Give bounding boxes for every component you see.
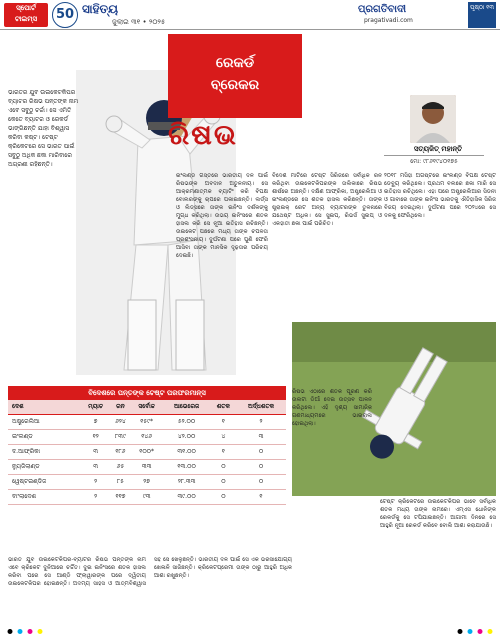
- stats-table: [8, 400, 286, 505]
- table-cell: ୧୦୦*: [131, 444, 163, 459]
- table-cell: ୨୭: [131, 474, 163, 489]
- table-cell: ୧୪୬: [131, 429, 163, 444]
- author-box: [372, 95, 494, 165]
- table-row: [8, 444, 286, 459]
- article-column-1: ଇଂଲଣ୍ଡ ଗସ୍ତରେ ଭାରତୀୟ ଦଳ ପାଇଁ ରିଷଭଙ୍କ ଅବଦାନ ଅତୁଳନୀୟ। ସେ ଆକ୍ରମଣାତ୍ମକ ବ୍ୟାଟିଂ କରି ବିପକ୍ଷ ବୋଲରଙ୍କୁ ଚାପରେ ପକାଇଛନ୍ତି। ଲର୍ଡ୍ସ ଓ ଲିଡ୍ସରେ ତାଙ୍କ ଇନିଂସ ଦର୍ଶକଙ୍କୁ ମୁଗ୍ଧ କରିଥିଲା। ଉଭୟ ଇନିଂସରେ ଶତକ ହାସଲ କରି ସେ ନୂଆ ଇତିହାସ ରଚିଛନ୍ତି। ଉଇକେଟ ପଛରେ ମଧ୍ୟ ତାଙ୍କ ଚପଳତା ପ୍ରଶଂସନୀୟ। ଦୁର୍ଘଟଣା ପରେ ପୁଣି ଫେରି ଆସିବା ତାଙ୍କ ମାନସିକ ଦୃଢ଼ତାର ପରିଚୟ ଦେଇଛି।: [176, 173, 268, 259]
- table-row: [8, 474, 286, 489]
- table-cell: ୱେଷ୍ଟଇଣ୍ଡିଜ: [8, 474, 81, 489]
- table-header: ଶତକ: [211, 400, 236, 414]
- author-divider: [384, 155, 484, 156]
- anniversary-badge: 50: [52, 2, 78, 28]
- table-cell: ୧୨: [81, 429, 110, 444]
- sport-times-logo: ସ୍ପୋର୍ଟ ଟାଇମ୍ସ: [4, 3, 48, 27]
- table-cell: ୩୯.୦୦: [162, 489, 210, 504]
- table-cell: ୨: [81, 474, 110, 489]
- table-header: ସର୍ବୋଚ୍ଚ: [131, 400, 163, 414]
- newspaper-url: pragativadi.com: [364, 17, 413, 24]
- headline-box: [168, 34, 302, 118]
- table-cell: ୪: [211, 429, 236, 444]
- table-cell: ୬୨୪: [110, 414, 131, 429]
- page-header: [0, 0, 500, 30]
- table-cell: ଅଷ୍ଟ୍ରେଲିଆ: [8, 414, 81, 429]
- table-cell: ୧୮୬: [110, 444, 131, 459]
- table-header: ଦେଶ: [8, 400, 81, 414]
- table-cell: ୪୨.୦୦: [162, 429, 210, 444]
- headline-line-1: ରେକର୍ଡ: [215, 55, 255, 71]
- issue-date: ଜୁଲାଇ ୩୧ • ୨୦୨୫: [112, 18, 166, 26]
- table-cell: ୮୫: [110, 474, 131, 489]
- table-cell: ୩୧.୦୦: [162, 444, 210, 459]
- page-number-tag: ପୃଷ୍ଠା ୧୩: [468, 2, 496, 28]
- table-cell: ୧୫୯*: [131, 414, 163, 429]
- table-cell: ୦: [211, 474, 236, 489]
- table-cell: ୧୧୭: [110, 489, 131, 504]
- table-cell: ୧: [211, 444, 236, 459]
- bottom-article-body: ଭାରତ ଯୁବ ଉଇକେଟକିପର-ବ୍ୟାଟର ରିଷଭ ପନ୍ତଙ୍କ ନାମ ଏବେ କ୍ରିକେଟ ଦୁନିଆରେ ଚର୍ଚ୍ଚିତ। ଦୁଇ ଇନିଂସରେ ଶତକ ହାସଲ କରିବା ପରେ ସେ ଆଣ୍ଡି ଫ୍ଲାୱାରଙ୍କ ପରେ ଦ୍ୱିତୀୟ ଉଇକେଟକିପର ହୋଇଛନ୍ତି। ଅଦମ୍ୟ ସାହସ ଓ ଆତ୍ମବିଶ୍ୱାସ ସହ ସେ ଖେଳୁଛନ୍ତି। ଭାରତୀୟ ଦଳ ପାଇଁ ସେ ଏକ ଭରସାଯୋଗ୍ୟ ଖେଳାଳି ସାଜିଛନ୍ତି। କ୍ରିକେଟପ୍ରେମୀ ତାଙ୍କ ଠାରୁ ଆହୁରି ଅଧିକ ଆଶା ରଖୁଛନ୍ତି।: [8, 557, 292, 587]
- table-row: [8, 459, 286, 474]
- table-row: [8, 414, 286, 429]
- headline-player-name: ରିଷଭ: [168, 118, 238, 151]
- bottom-article-text: [8, 556, 292, 632]
- table-cell: ୧୩.୦୦: [162, 459, 210, 474]
- table-row: [8, 489, 286, 504]
- table-cell: ୦: [236, 444, 286, 459]
- table-cell: ଇଂଲଣ୍ଡ: [8, 429, 81, 444]
- table-cell: ୩: [81, 459, 110, 474]
- intro-paragraph: ଭାରତର ଯୁବ ଉଇକେଟକିପର ବ୍ୟାଟର ରିଷଭ ପନ୍ତଙ୍କ ନାମ ଏବେ ସବୁଠୁ ଚର୍ଚ୍ଚା। ସେ ଏମିତି କେତେ ବ୍ୟାଟର ଓ ରେକର୍ଡ ଭାଙ୍ଗିଛନ୍ତି ଯାହା ବିଶ୍ୱାସ କରିବା କଷ୍ଟ। ଟେଷ୍ଟ କ୍ରିକେଟରେ ସେ ଭାରତ ପାଇଁ ସବୁଠୁ ଅଧିକ ଛକା ମାରିବାରେ ଅଗ୍ରଣୀ ରହିଛନ୍ତି।: [8, 89, 79, 168]
- table-cell: ୬୫: [110, 459, 131, 474]
- table-cell: ୦: [211, 459, 236, 474]
- author-name: ସତ୍ୟଜିତ୍ ମହାନ୍ତି: [413, 145, 463, 153]
- article-column-3: ୨୦୧୮ ମସିହା ଅଗଷ୍ଟରେ ଇଂଲଣ୍ଡ ବିପକ୍ଷ ଟେଷ୍ଟ ଡେବ୍ୟୁ କରିଥିଲେ। ପ୍ରଥମ ବଲରେ ଛକା ମାରି ସେ ଇତିହାସ ରଚିଥିଲେ। ଏହା ପରେ ଅଷ୍ଟ୍ରେଲିଆର ସିଡନୀ ଓ ଗାବାରେ ତାଙ୍କ ଇନିଂସ ଭାରତକୁ ଐତିହାସିକ ସିରିଜ ବିଜୟ ଦେଇଥିଲା। ଦୁର୍ଘଟଣା ପରେ ୨୦୨୪ରେ ସେ ଦଳକୁ ଫେରିଥିଲେ।: [384, 173, 496, 219]
- table-cell: ଦ.ଆଫ୍ରିକା: [8, 444, 81, 459]
- table-row: [8, 429, 286, 444]
- table-cell: ୨: [236, 414, 286, 429]
- table-cell: ୧: [236, 489, 286, 504]
- table-header: ମ୍ୟାଚ: [81, 400, 110, 414]
- table-cell: ୫୨.୦୦: [162, 414, 210, 429]
- author-portrait: [410, 95, 456, 143]
- footer-registration-marks: [0, 628, 500, 635]
- table-cell: ନ୍ୟୁଜିଲାଣ୍ଡ: [8, 459, 81, 474]
- table-cell: ୨: [81, 489, 110, 504]
- table-cell: ବାଂଲାଦେଶ: [8, 489, 81, 504]
- table-cell: ୧: [211, 414, 236, 429]
- article-column-4: ରିଷଭ ଏଠାରେ ଶତକ ପୂରଣ କରି ଉଲଟା ଡିଆଁ ଦେଇ ଉତ୍ସବ ପାଳନ କରିଥିଲେ। ଏହି ଦୃଶ୍ୟ ସାମାଜିକ ଗଣମାଧ୍ୟମରେ ଭାଇରାଲ ହୋଇଥିଲା।: [292, 389, 372, 427]
- table-cell: ୩: [81, 444, 110, 459]
- table-cell: ୩: [236, 429, 286, 444]
- section-name: ସାହିତ୍ୟ: [82, 2, 119, 16]
- table-cell: ୦: [236, 459, 286, 474]
- stats-table-box: [8, 386, 286, 552]
- table-cell: ୩୩: [131, 459, 163, 474]
- article-column-5: ଟେଷ୍ଟ କ୍ରିକେଟରେ ଉଇକେଟକିପର ଭାବେ ସର୍ବାଧିକ ଶତକ ମଧ୍ୟ ତାଙ୍କ ନାମରେ। ଏମ୍ଏସ ଧୋନିଙ୍କ ରେକର୍ଡକୁ ସେ ଟପିଯାଇଛନ୍ତି। ଆଗାମୀ ଦିନରେ ସେ ଆହୁରି ନୂଆ ରେକର୍ଡ କରିବେ ବୋଲି ଆଶା କରାଯାଉଛି।: [380, 499, 496, 529]
- table-header-row: [8, 400, 286, 414]
- article-column-2: ବିଦେଶ ମାଟିରେ ଟେଷ୍ଟ ସିରିଜରେ ସର୍ବାଧିକ ରନ କରିଥିବା ଉଇକେଟକିପରଙ୍କ ତାଲିକାରେ ରିଷଭ ଶୀର୍ଷରେ ଅଛନ୍ତି। ଦକ୍ଷିଣ ଆଫ୍ରିକା, ଅଷ୍ଟ୍ରେଲିଆ ଓ ଇଂଲଣ୍ଡରେ ସେ ଶତକ ହାସଲ କରିଛନ୍ତି। ତାଙ୍କ ଷ୍ଟ୍ରାଇକ୍ ରେଟ ଅନ୍ୟ ବ୍ୟାଟରଙ୍କ ତୁଳନାରେ ଯଥେଷ୍ଟ ଅଧିକ। ସେ ସୁଇପ୍, ରିଭର୍ସ ସୁଇପ୍ ଓ ଏକହାତୀ ଛକା ପାଇଁ ପରିଚିତ।: [272, 173, 382, 227]
- table-cell: ୮୩୯: [110, 429, 131, 444]
- table-cell: ୯୩: [131, 489, 163, 504]
- table-cell: ୦: [236, 474, 286, 489]
- author-mobile: ମୋ: ୯୮୬୧୯୪୦୧୭୫: [410, 158, 458, 165]
- table-cell: ୭: [81, 414, 110, 429]
- headline-line-2: ବ୍ରେକର: [210, 77, 260, 93]
- newspaper-logo: ପ୍ରଗତିବାଦୀ: [358, 4, 407, 15]
- table-header: ଅର୍ଦ୍ଧଶତକ: [236, 400, 286, 414]
- author-photo: [410, 95, 456, 143]
- table-cell: ୨୮.୩୩: [162, 474, 210, 489]
- stats-table-title: ବିଦେଶରେ ପନ୍ତଙ୍କ ଟେଷ୍ଟ ପରଫରମାନ୍ସ: [8, 386, 286, 400]
- table-header: ରନ: [110, 400, 131, 414]
- table-cell: ୦: [211, 489, 236, 504]
- table-header: ଆଭେରେଜ: [162, 400, 210, 414]
